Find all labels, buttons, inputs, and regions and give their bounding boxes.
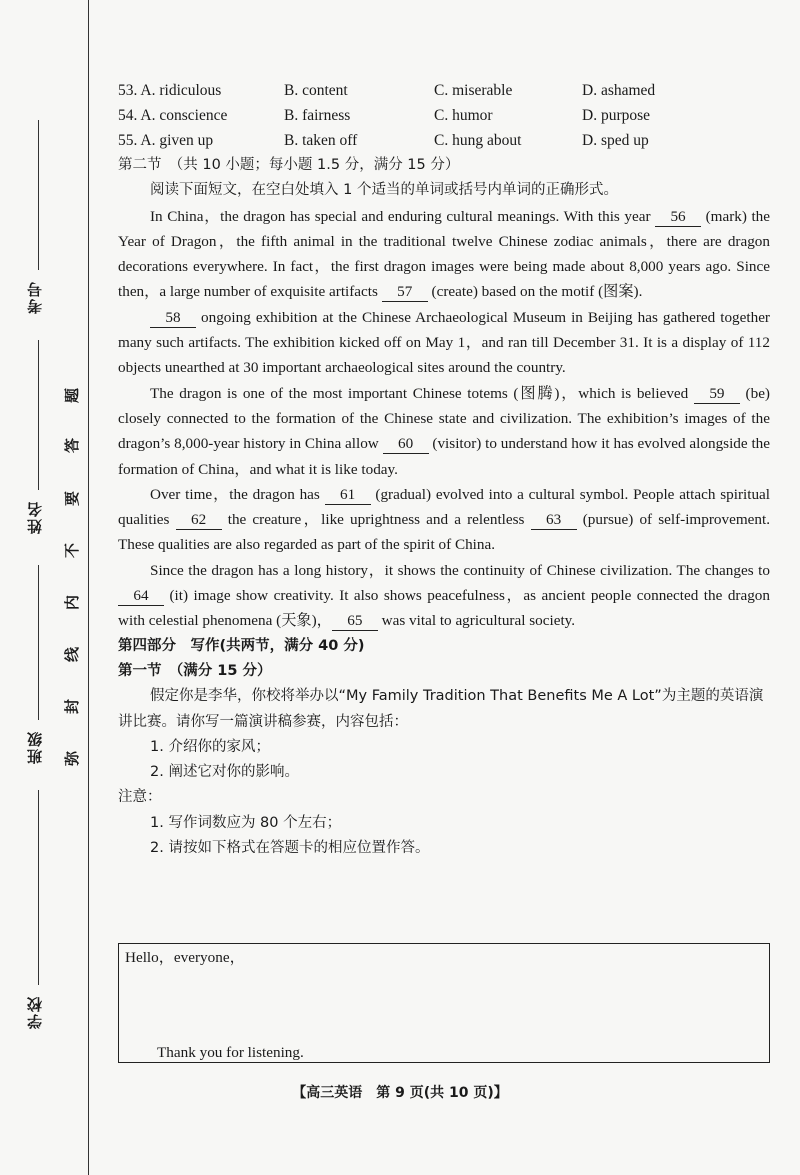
seal-char: 不 [63,542,82,559]
class-line [38,565,39,720]
q53-option-b: B. content [284,82,348,99]
q54-number: 54. [118,107,138,124]
blank-59[interactable]: 59 [694,385,740,404]
q55-option-d: D. sped up [582,132,649,149]
blank-65[interactable]: 65 [332,612,378,631]
blank-61[interactable]: 61 [325,486,371,505]
binding-line [88,0,89,1175]
q54-option-c: C. humor [434,107,493,124]
q55-number: 55. [118,132,138,149]
answer-format-box [118,943,770,1063]
passage-text: Over time，the dragon has [150,485,325,503]
passage-text: (mark) the Year of Dragon，the fifth animal in the traditional twelve Chinese zodiac animals，there are dragon decorations everywhere. In fact，the first dragon images were being made about 8,000 years ago. Since then，a large number of exquisite artifacts [118,207,770,301]
closing-text: Thank you for listening. [157,1044,304,1061]
part4-section1-title: 第一节 （满分 15 分） [118,662,272,679]
q55-option-a [118,128,213,153]
seal-char: 内 [63,594,82,611]
page-content [118,78,770,861]
writing-item-2: 2. 阐述它对你的影响。 [150,764,299,781]
name-line [38,340,39,490]
passage-text: In China，the dragon has special and enduring cultural meanings. With this year [150,207,656,225]
note-2: 2. 请按如下格式在答题卡的相应位置作答。 [150,840,430,857]
section2-instruction: 阅读下面短文，在空白处填入 1 个适当的单词或括号内单词的正确形式。 [150,182,618,199]
seal-char: 线 [63,646,82,663]
exam-number-label: 考号 [26,280,44,314]
q55-option-c: C. hung about [434,132,522,149]
q55-a-text: A. given up [140,132,214,149]
passage-paragraph-4 [118,482,770,558]
passage-text: (pursue) of self-improvement. These qualities are also regarded as part of the spirit of China. [118,511,770,554]
note-1: 1. 写作词数应为 80 个左右； [150,814,342,831]
school-label: 学校 [26,995,44,1029]
part4-title: 第四部分 写作(共两节，满分 40 分) [118,637,365,654]
q53-number: 53. [118,82,138,99]
q54-option-a [118,103,227,128]
passage-text: ongoing exhibition at the Chinese Archaeological Museum in Beijing has gathered together many such artifacts. The exhibition kicked off on May 1，and ran till December 31. It is a display of 112 objects unearthed at 30 important archaeological sites around the country. [118,308,770,377]
q53-option-c: C. miserable [434,82,513,99]
question-55 [118,128,770,153]
note-label: 注意： [118,789,162,806]
writing-item-1: 1. 介绍你的家风； [150,738,270,755]
writing-prompt: 假定你是李华，你校将举办以“My Family Tradition That Benefits Me A Lot”为主题的英语演讲比赛。请你写一篇演讲稿参赛，内容包括： [118,688,764,730]
greeting-text: Hello，everyone， [125,949,245,966]
q55-option-b: B. taken off [284,132,358,149]
passage-paragraph-1 [118,204,770,305]
blank-60[interactable]: 60 [383,435,429,454]
question-53 [118,78,770,103]
blank-58[interactable]: 58 [150,309,196,328]
passage-paragraph-5 [118,558,770,634]
name-label: 姓名 [26,500,44,534]
passage-paragraph-3 [118,381,770,482]
q54-a-text: A. conscience [140,107,228,124]
q54-option-d: D. purpose [582,107,651,124]
q54-option-b: B. fairness [284,107,351,124]
q53-option-a [118,78,221,103]
class-label: 班级 [26,730,44,764]
passage-text: (it) image show creativity. It also shows peacefulness，as ancient people connected the dragon with celestial phenomena (天象)， [118,587,770,630]
passage-text: the creature，like uprightness and a relentless [221,511,531,529]
school-line [38,790,39,985]
blank-63[interactable]: 63 [531,511,577,530]
passage-text: Since the dragon has a long history，it shows the continuity of Chinese civilization. The changes to [150,561,770,579]
section2-title: 第二节 （共 10 小题；每小题 1.5 分，满分 15 分） [118,157,460,173]
seal-char: 要 [63,490,82,507]
blank-62[interactable]: 62 [176,511,222,530]
seal-char: 弥 [63,750,82,767]
blank-56[interactable]: 56 [655,208,701,227]
page-footer: 【高三英语 第 9 页(共 10 页)】 [292,1085,508,1101]
q53-option-d: D. ashamed [582,82,656,99]
q53-a-text: A. ridiculous [140,82,222,99]
seal-char: 封 [63,698,82,715]
passage-text: (gradual) evolved into a cultural symbol. People attach spiritual qualities [118,485,771,529]
passage-text: (visitor) to understand how it has evolved alongside the formation of China，and what it is like today. [118,435,771,478]
passage-text: (be) closely connected to the formation of the Chinese state and civilization. The exhibition’s images of the dragon’s 8,000-year history in China allow [118,384,770,453]
blank-64[interactable]: 64 [118,587,164,606]
passage-text: (create) based on the motif (图案). [427,283,643,301]
exam-number-line [38,120,39,270]
passage-text: The dragon is one of the most important Chinese totems (图腾)，which is believed [150,384,694,402]
seal-char: 答 [63,437,82,454]
passage-text: was vital to agricultural society. [377,612,576,630]
passage-paragraph-2 [118,305,770,381]
seal-char: 题 [63,387,82,404]
blank-57[interactable]: 57 [382,283,428,302]
question-54 [118,103,770,128]
